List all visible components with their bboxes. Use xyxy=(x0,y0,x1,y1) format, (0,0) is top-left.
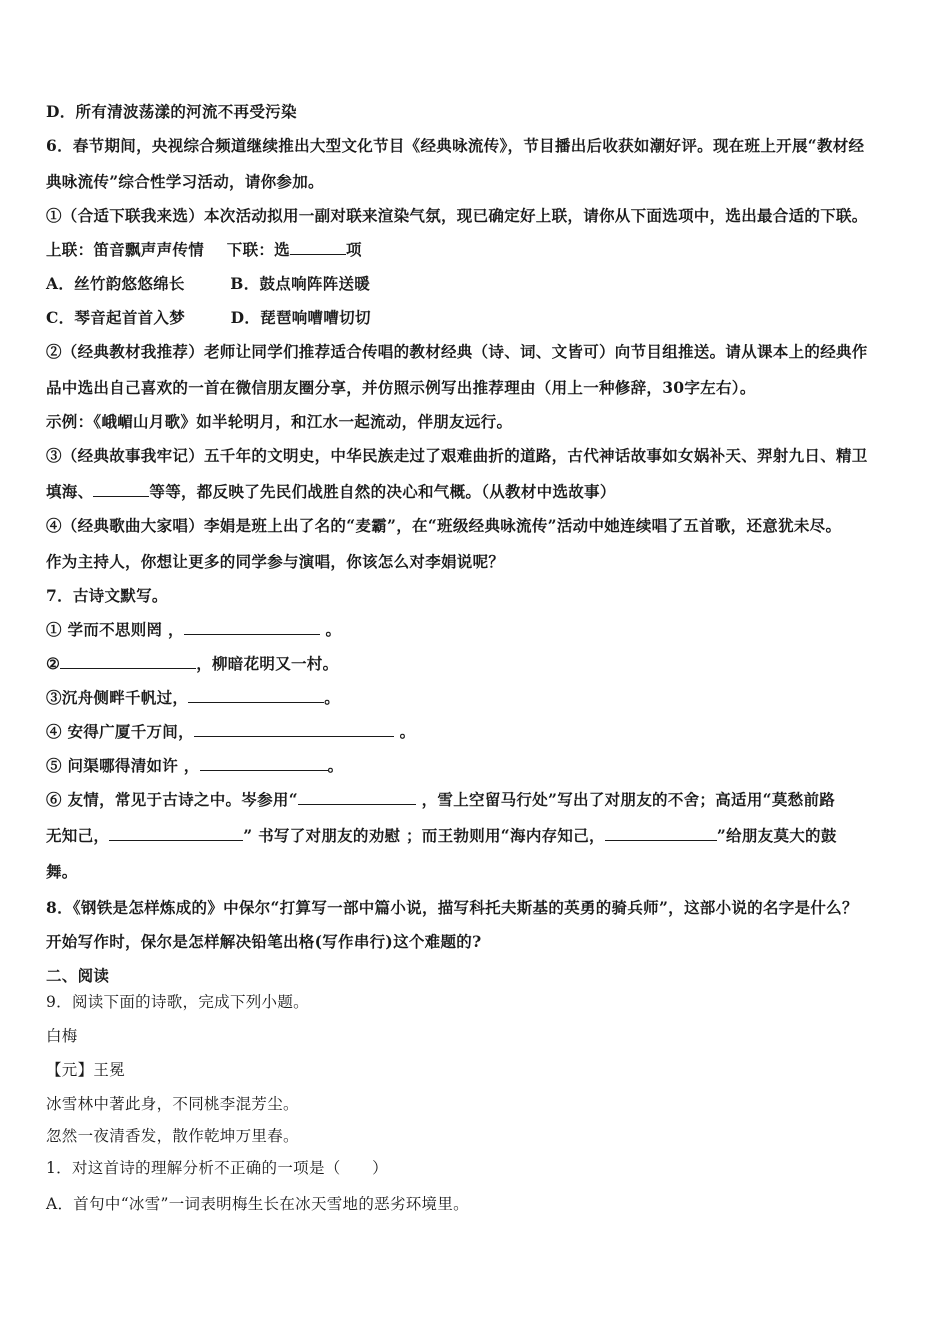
q9-sub1-option-a: A．首句中“冰雪”一词表明梅生长在冰天雪地的恶劣环境里。 xyxy=(46,1195,469,1213)
poem-line1: 冰雪林中著此身，不同桃李混芳尘。 xyxy=(46,1095,299,1113)
answer-blank[interactable] xyxy=(298,790,416,805)
q6-stem-line1: 6．春节期间，央视综合频道继续推出大型文化节目《经典咏流传》，节目播出后收获如潮好评。现在班上开展“教材经 xyxy=(46,136,865,155)
q6-part3-line1: ③（经典故事我牢记）五千年的文明史，中华民族走过了艰难曲折的道路，古代神话故事如女娲补天、羿射九日、精卫 xyxy=(46,446,868,465)
q6-stem-line2: 典咏流传”综合性学习活动，请你参加。 xyxy=(46,172,324,191)
q7-item4: ④ 安得广厦千万间， 。 xyxy=(46,722,416,741)
q9-stem: 9．阅读下面的诗歌，完成下列小题。 xyxy=(46,993,309,1011)
q6-options-ab: A．丝竹韵悠悠绵长 B．鼓点响阵阵送暖 xyxy=(46,274,371,293)
poem-title: 白梅 xyxy=(46,1027,78,1045)
q7-item5: ⑤ 问渠哪得清如许 ， 。 xyxy=(46,756,344,775)
poem-line2: 忽然一夜清香发，散作乾坤万里春。 xyxy=(46,1127,299,1145)
answer-blank[interactable] xyxy=(188,688,324,703)
q6-part2-line1: ②（经典教材我推荐）老师让同学们推荐适合传唱的教材经典（诗、词、文皆可）向节目组推送。请从课本上的经典作 xyxy=(46,342,868,361)
q8-line1: 8．《钢铁是怎样炼成的》中保尔“打算写一部中篇小说，描写科托夫斯基的英勇的骑兵师”，这部小说的名字是什么？ xyxy=(46,898,858,917)
q7-item2: ② ，柳暗花明又一村。 xyxy=(46,654,339,673)
q5-option-d: D．所有清波荡漾的河流不再受污染 xyxy=(46,102,297,121)
section-heading-reading: 二、阅读 xyxy=(46,966,110,985)
q7-item3: ③沉舟侧畔千帆过， 。 xyxy=(46,688,341,707)
q6-part3-line2: 填海、 等等，都反映了先民们战胜自然的决心和气概。（从教材中选故事） xyxy=(46,482,616,501)
q6-part1: ①（合适下联我来选）本次活动拟用一副对联来渲染气氛，现已确定好上联，请你从下面选项中，选出最合适的下联。 xyxy=(46,206,868,225)
answer-blank[interactable] xyxy=(200,756,328,771)
q7-item6-line2: 无知己， ” 书写了对朋友的劝慰 ；而王勃则用“海内存知己， ”给朋友莫大的鼓 xyxy=(46,826,837,845)
answer-blank[interactable] xyxy=(194,722,394,737)
poem-author: 【元】王冕 xyxy=(46,1061,126,1079)
q8-line2: 开始写作时，保尔是怎样解决铅笔出格(写作串行)这个难题的? xyxy=(46,932,482,951)
answer-blank[interactable] xyxy=(605,826,717,841)
answer-blank[interactable] xyxy=(60,654,196,669)
q6-example: 示例：《峨嵋山月歌》如半轮明月，和江水一起流动，伴朋友远行。 xyxy=(46,412,513,431)
q7-item6-line3: 舞。 xyxy=(46,862,78,881)
answer-blank[interactable] xyxy=(93,482,149,497)
answer-blank[interactable] xyxy=(290,240,346,255)
q6-options-cd: C．琴音起首首入梦 D．琵琶响嘈嘈切切 xyxy=(46,308,371,327)
q6-part2-line2: 品中选出自己喜欢的一首在微信朋友圈分享，并仿照示例写出推荐理由（用上一种修辞，30字左右）。 xyxy=(46,378,756,397)
q7-item6-line1: ⑥ 友情，常见于古诗之中。岑参用“ ，雪上空留马行处”写出了对朋友的不舍；高适用“莫愁前路 xyxy=(46,790,836,809)
q6-part4-line2: 作为主持人，你想让更多的同学参与演唱，你该怎么对李娟说呢？ xyxy=(46,552,505,571)
q7-stem: 7．古诗文默写。 xyxy=(46,586,168,605)
q6-part4-line1: ④（经典歌曲大家唱）李娟是班上出了名的“麦霸”，在“班级经典咏流传”活动中她连续唱了五首歌，还意犹未尽。 xyxy=(46,516,842,535)
answer-blank[interactable] xyxy=(109,826,243,841)
q7-item1: ① 学而不思则罔 ， 。 xyxy=(46,620,342,639)
answer-blank[interactable] xyxy=(184,620,320,635)
q6-couplet: 上联：笛音飘声声传情 下联：选 项 xyxy=(46,240,362,259)
q9-sub1-stem: 1．对这首诗的理解分析不正确的一项是（ ） xyxy=(46,1159,388,1177)
